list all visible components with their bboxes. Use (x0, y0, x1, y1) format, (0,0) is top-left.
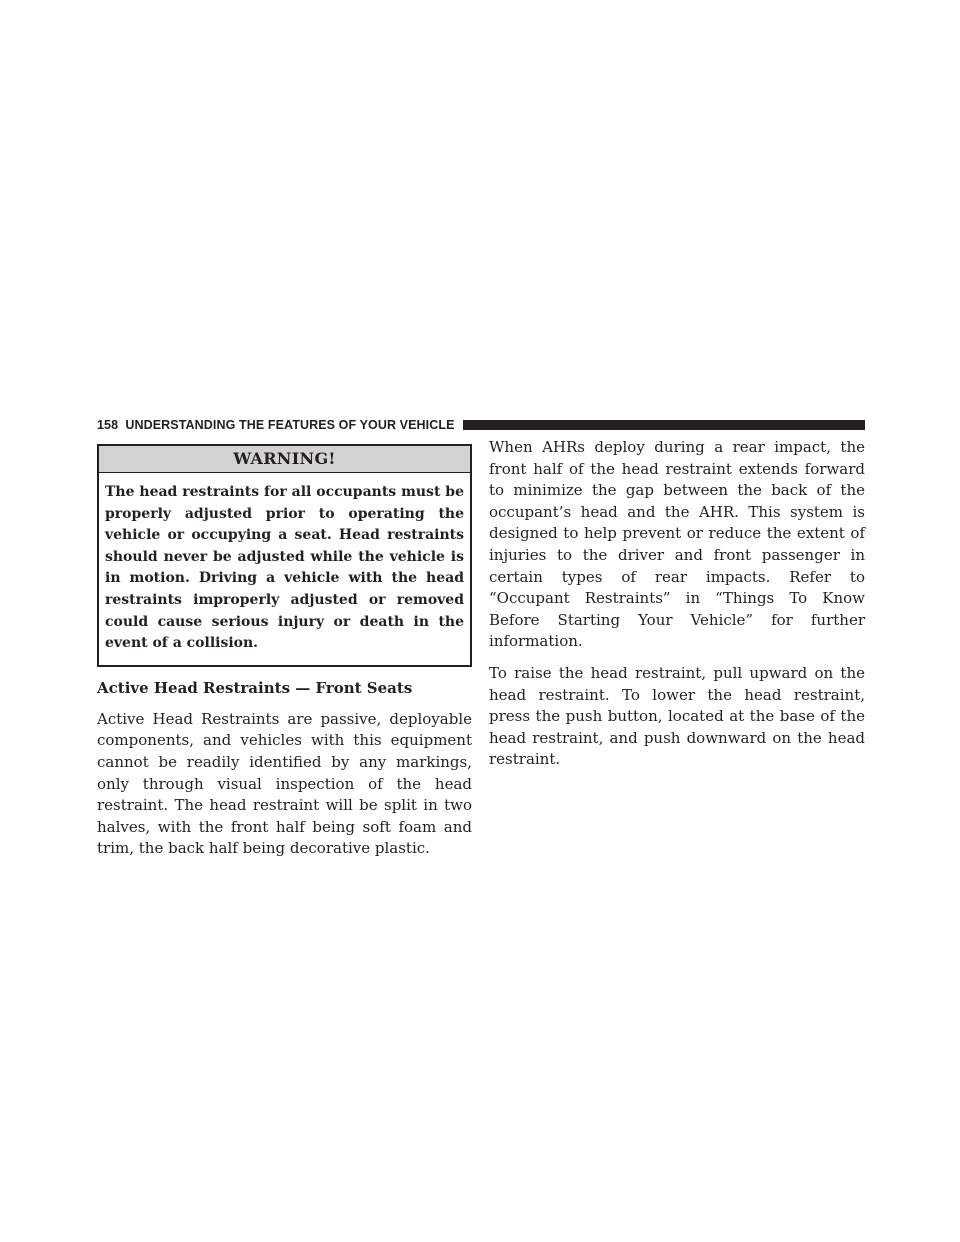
left-column (97, 444, 472, 860)
section-subheading: Active Head Restraints — Front Seats (97, 678, 413, 697)
page-header-text (97, 418, 463, 432)
warning-text: The head restraints for all occupants must be properly adjusted prior to operating the vehicle or occupying a seat. Head restraints should never be adjusted while the vehicle is in motion. Driving a vehicle with the head restraints improperly adjusted or removed could cause serious injury or death in the event of a collision. (105, 484, 464, 652)
page-number: 158 (97, 418, 119, 432)
warning-title: WARNING! (99, 446, 470, 473)
section-title: UNDERSTANDING THE FEATURES OF YOUR VEHICLE (125, 418, 455, 432)
warning-box (97, 444, 472, 667)
header-rule (463, 420, 865, 430)
active-head-restraints-paragraph: Active Head Restraints are passive, deployable components, and vehicles with this equipment cannot be readily identified by any markings, only through visual inspection of the head restraint. The head restraint will be split in two halves, with the front half being soft foam and trim, the back half being decorative plastic. (97, 709, 472, 858)
right-column (489, 437, 865, 771)
ahr-deploy-paragraph: When AHRs deploy during a rear impact, the front half of the head restraint extends forward to minimize the gap between the back of the occupant’s head and the AHR. This system is designed to help prevent or reduce the extent of injuries to the driver and front passenger in certain types of rear impacts. Refer to “Occupant Restraints” in “Things To Know Before Starting Your Vehicle” for further information. (489, 438, 865, 651)
raise-lower-paragraph: To raise the head restraint, pull upward on the head restraint. To lower the head restraint, press the push button, located at the base of the head restraint, and push downward on the head restraint. (489, 663, 865, 769)
page-header (97, 414, 865, 436)
